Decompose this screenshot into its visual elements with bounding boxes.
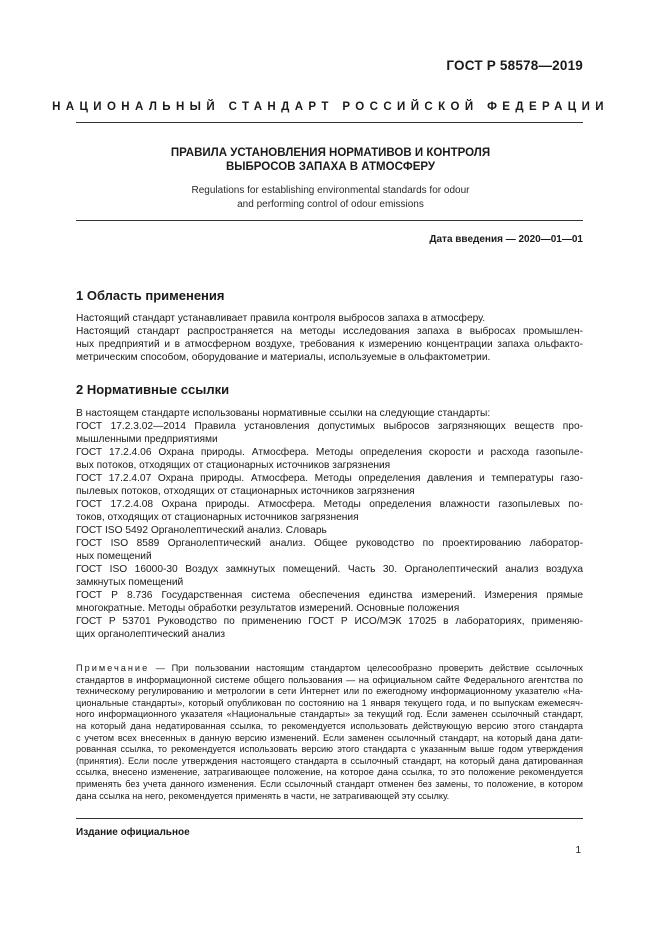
section-1-paragraph-1: Настоящий стандарт устанавливает правила контроля выбросов запаха в атмосферу. [76, 313, 486, 324]
note-line: с учетом всех внесенных в данную версию изменений. Если заменен ссылочный стандарт, на который дана дати- [76, 732, 583, 743]
page-number: 1 [575, 845, 581, 856]
standard-title [0, 146, 661, 174]
section-1-paragraph-2-line-2: ных предприятий и в атмосферном воздухе, требования к измерению концентрации запаха ольфакто- [76, 339, 583, 350]
footer-rule [76, 818, 583, 819]
reference-item-continuation: многократные. Методы обработки результатов измерений. Основные положения [76, 603, 460, 614]
reference-item: ГОСТ ISO 8589 Органолептический анализ. Общее руководство по проектированию лаборатор- [76, 538, 583, 549]
reference-item-continuation: вых потоков, отходящих от стационарных источников загрязнения [76, 460, 391, 471]
reference-item-continuation: щих органолептический анализ [76, 629, 226, 640]
normative-references-list [76, 420, 583, 641]
note-line: ного информационного указателя «Национальные стандарты» за текущий год. Если заменен ссылочный стандарт, [76, 709, 583, 720]
note-line: стандартов в информационной системе общего пользования — на официальном сайте Федерального агентства по [76, 674, 583, 685]
section-2-intro: В настоящем стандарте использованы нормативные ссылки на следующие стандарты: [76, 408, 491, 419]
effective-date: Дата введения — 2020—01—01 [429, 234, 583, 245]
section-1-text [76, 312, 583, 364]
reference-item-continuation: замкнутых помещений [76, 577, 184, 588]
english-title-line-2: and performing control of odour emissions [237, 199, 424, 210]
reference-item: ГОСТ Р 53701 Руководство по применению ГОСТ Р ИСО/МЭК 17025 в лабораториях, применяю- [76, 616, 583, 627]
note-label: Примечание [76, 663, 150, 673]
section-2-text [76, 407, 583, 641]
section-1-paragraph-2-line-3: метрическим способом, оборудование и материалы, используемые в ольфактометрии. [76, 352, 491, 363]
header-rule [76, 122, 583, 123]
document-number: ГОСТ Р 58578—2019 [446, 58, 583, 73]
official-edition-label: Издание официальное [76, 827, 190, 838]
reference-item-continuation: ных помещений [76, 551, 152, 562]
reference-item-continuation: токов, отходящих от стационарных источников загрязнения [76, 512, 359, 523]
reference-item: ГОСТ 17.2.4.06 Охрана природы. Атмосфера. Методы определения скорости и расхода газопыле- [76, 447, 583, 458]
section-2-heading: 2 Нормативные ссылки [76, 382, 230, 397]
note-line-1 [76, 663, 583, 675]
note-block [76, 663, 583, 802]
note-line: на который дана недатированная ссылка, то рекомендуется использовать действующую версию этого стандарта [76, 720, 583, 731]
national-standard-heading: НАЦИОНАЛЬНЫЙ СТАНДАРТ РОССИЙСКОЙ ФЕДЕРАЦИИ [52, 101, 609, 113]
reference-item: ГОСТ 17.2.4.08 Охрана природы. Атмосфера. Методы определения влажности газопылевых по- [76, 499, 583, 510]
note-line: применять без учета данного изменения. Если ссылочный стандарт отменен без замены, то положение, в котором [76, 778, 583, 789]
reference-item: ГОСТ 17.2.3.02—2014 Правила установления допустимых выбросов загрязняющих веществ про- [76, 421, 583, 432]
reference-item-continuation: пылевых потоков, отходящих от стационарных источников загрязнения [76, 486, 415, 497]
title-rule [76, 220, 583, 221]
reference-item: ГОСТ 17.2.4.07 Охрана природы. Атмосфера. Методы определения давления и температуры газо- [76, 473, 583, 484]
section-1-paragraph-2-line-1: Настоящий стандарт распространяется на методы исследования запаха в выбросах промышлен- [76, 326, 583, 337]
title-line-2: ВЫБРОСОВ ЗАПАХА В АТМОСФЕРУ [225, 161, 436, 173]
note-line: техническому регулированию и метрологии в сети Интернет или по ежегодному информационному указателю «На- [76, 686, 583, 697]
reference-item: ГОСТ ISO 5492 Органолептический анализ. Словарь [76, 525, 327, 536]
english-title-line-1: Regulations for establishing environmental standards for odour [191, 185, 470, 196]
reference-item: ГОСТ ISO 16000-30 Воздух замкнутых помещений. Часть 30. Органолептический анализ воздуха [76, 564, 583, 575]
note-line: циональные стандарты», который опубликован по состоянию на 1 января текущего года, и по выпускам ежемесяч- [76, 697, 583, 708]
note-line: рованная ссылка, то рекомендуется использовать версию этого стандарта с указанным выше годом утверждения [76, 744, 583, 755]
english-title [0, 184, 661, 212]
note-line-1-text: — При пользовании настоящим стандартом целесообразно проверить действие ссылочных [149, 663, 583, 673]
reference-item-continuation: мышленными предприятиями [76, 434, 218, 445]
reference-item: ГОСТ Р 8.736 Государственная система обеспечения единства измерений. Измерения прямые [76, 590, 583, 601]
section-1-heading: 1 Область применения [76, 288, 225, 303]
note-line: дана ссылка на него, рекомендуется применять в части, не затрагивающей эту ссылку. [76, 790, 450, 801]
title-line-1: ПРАВИЛА УСТАНОВЛЕНИЯ НОРМАТИВОВ И КОНТРОЛЯ [170, 147, 491, 159]
note-line: (принятия). Если после утверждения настоящего стандарта в ссылочный стандарт, на который дана датированная [76, 755, 583, 766]
note-line: ссылка, внесено изменение, затрагивающее положение, на которое дана ссылка, то это положение рекомендуется [76, 767, 583, 778]
